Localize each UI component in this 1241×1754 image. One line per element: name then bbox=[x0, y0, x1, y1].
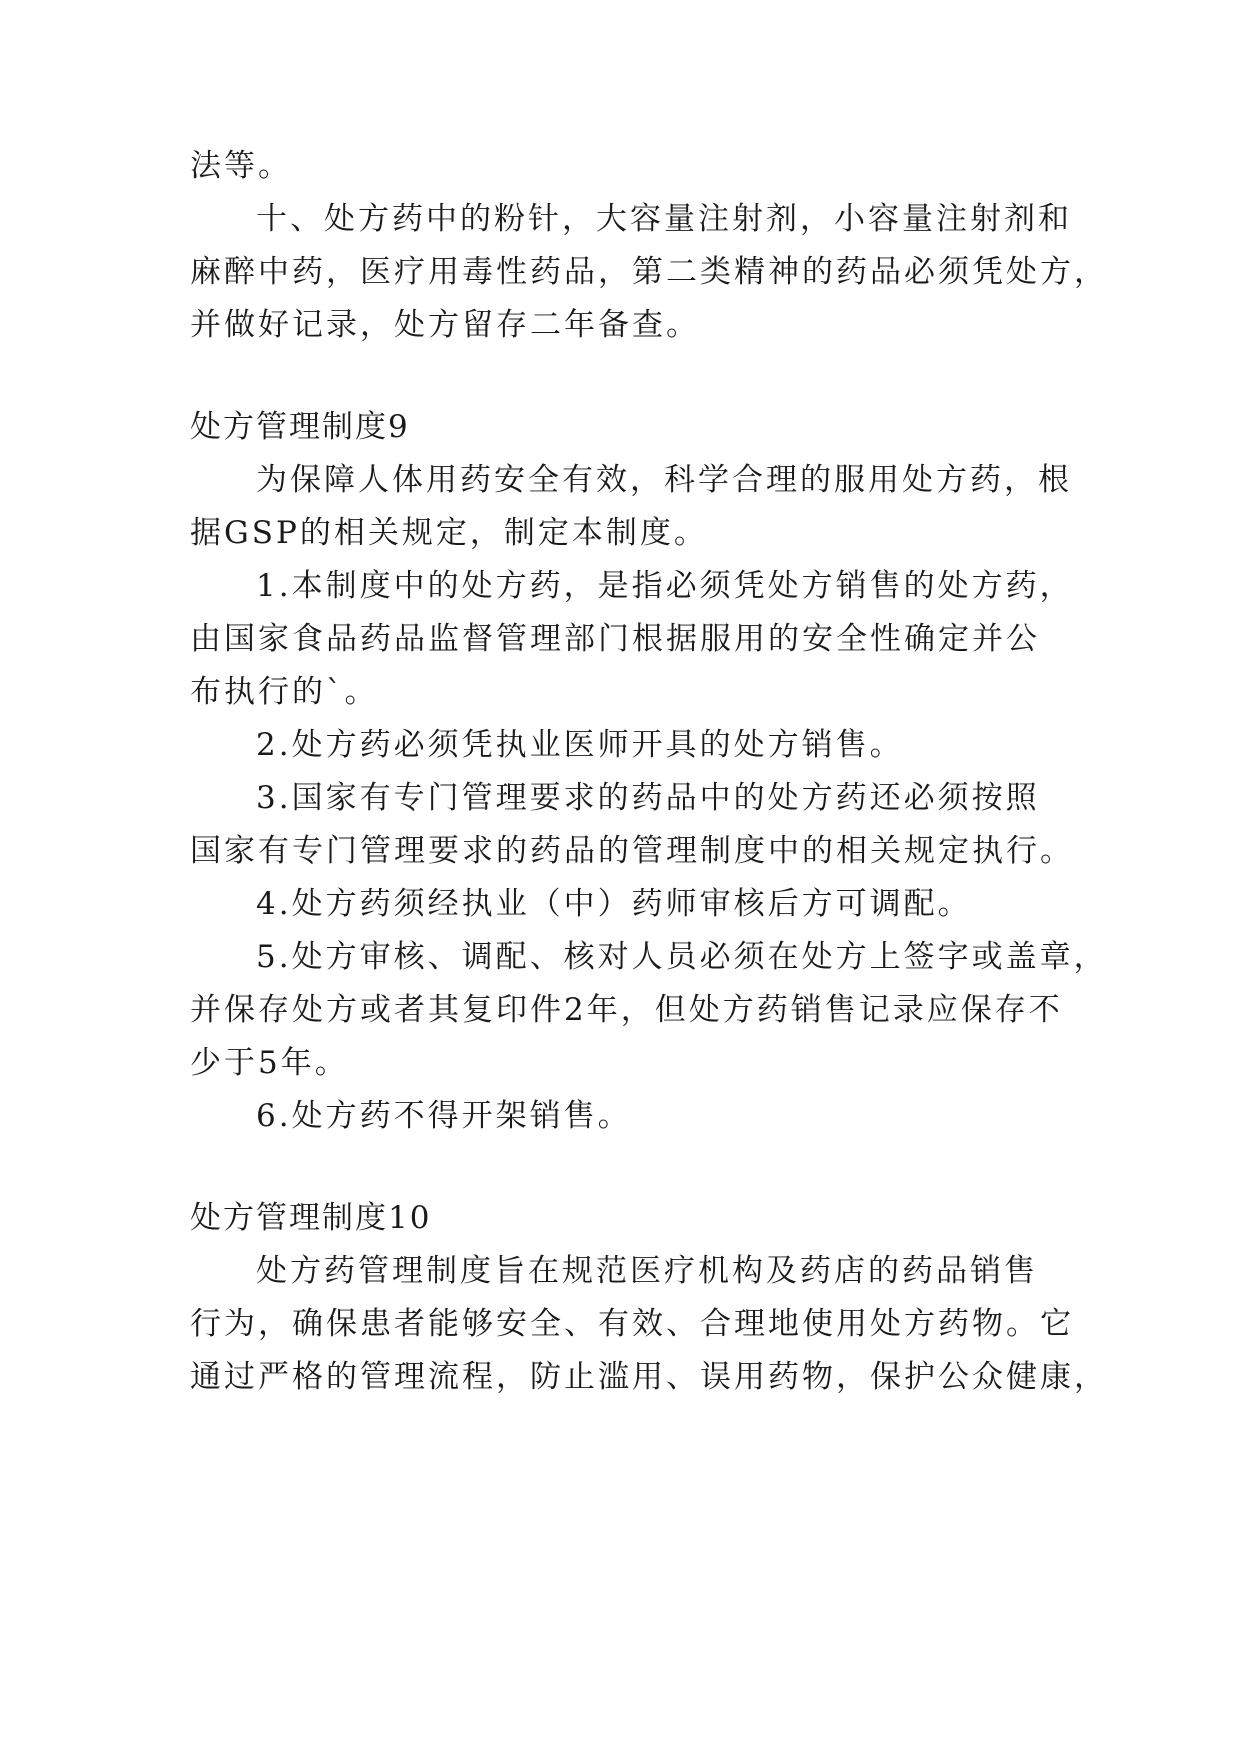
text-line: 通过严格的管理流程，防止滥用、误用药物，保护公众健康， bbox=[190, 1359, 1108, 1395]
text-line: 法等。 bbox=[190, 148, 292, 184]
section-heading: 处方管理制度10 bbox=[190, 1200, 432, 1236]
text-line: 麻醉中药，医疗用毒性药品，第二类精神的药品必须凭处方， bbox=[190, 254, 1108, 290]
text-line: 并做好记录，处方留存二年备查。 bbox=[190, 307, 700, 343]
text-line: 据GSP的相关规定，制定本制度。 bbox=[190, 515, 708, 551]
text-line: 十、处方药中的粉针，大容量注射剂，小容量注射剂和 bbox=[256, 201, 1072, 237]
text-line: 由国家食品药品监督管理部门根据服用的安全性确定并公 bbox=[190, 621, 1040, 657]
text-line: 少于5年。 bbox=[190, 1045, 349, 1081]
text-line: 5.处方审核、调配、核对人员必须在处方上签字或盖章， bbox=[256, 939, 1108, 975]
text-line: 6.处方药不得开架销售。 bbox=[256, 1098, 632, 1134]
text-line: 3.国家有专门管理要求的药品中的处方药还必须按照 bbox=[256, 780, 1040, 816]
section-heading: 处方管理制度9 bbox=[190, 409, 410, 445]
text-line: 国家有专门管理要求的药品的管理制度中的相关规定执行。 bbox=[190, 833, 1074, 869]
text-line: 布执行的`。 bbox=[190, 674, 379, 710]
text-line: 为保障人体用药安全有效，科学合理的服用处方药，根 bbox=[256, 462, 1072, 498]
text-line: 处方药管理制度旨在规范医疗机构及药店的药品销售 bbox=[256, 1253, 1038, 1289]
text-line: 4.处方药须经执业（中）药师审核后方可调配。 bbox=[256, 886, 972, 922]
text-line: 并保存处方或者其复印件2年，但处方药销售记录应保存不 bbox=[190, 992, 1063, 1028]
text-line: 1.本制度中的处方药，是指必须凭处方销售的处方药， bbox=[256, 568, 1074, 604]
text-line: 2.处方药必须凭执业医师开具的处方销售。 bbox=[256, 727, 904, 763]
text-line: 行为，确保患者能够安全、有效、合理地使用处方药物。它 bbox=[190, 1306, 1074, 1342]
